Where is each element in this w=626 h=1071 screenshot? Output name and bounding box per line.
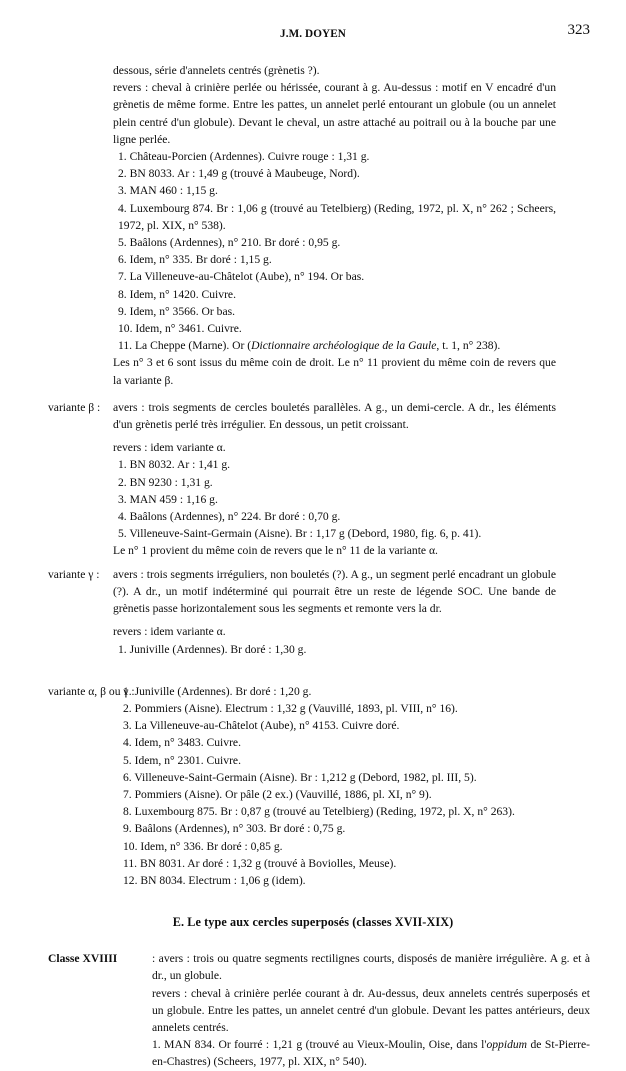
list-item: 3. La Villeneuve-au-Châtelot (Aube), n° 4153. Cuivre doré. [123,719,400,733]
list-item: 1. Juniville (Ardennes). Br doré : 1,20 g. [123,684,312,698]
variante-beta-entries [113,456,556,542]
variante-gamma-label: variante γ : [48,567,100,581]
list-item: 2. Pommiers (Aisne). Electrum : 1,32 g (Vauvillé, 1893, pl. VIII, n° 16). [123,701,458,715]
entry-suffix: , t. 1, n° 238). [436,339,501,353]
variante-gamma-avers: avers : trois segments irréguliers, non bouletés (?). A g., un segment perlé encadrant un globule (?). A dr., un motif indéterminé qui pourrait être un reste de légende SOC. Une bande de grènetis passe horizontalement sous les segments et remonte vers la dr. [113,567,556,616]
classe-revers: revers : cheval à crinière perlée courant à dr. Au-dessus, deux annelets centrés superposés et un globule. Entre les pattes, un annelet centré d'un globule. Devant les pattes antérieurs, deux annelets centrés. [152,986,590,1034]
variante-abg-entries [113,683,556,889]
variante-gamma-revers: revers : idem variante α. [113,625,226,639]
list-item: 3. MAN 459 : 1,16 g. [118,492,218,506]
list-item: 7. Pommiers (Aisne). Or pâle (2 ex.) (Vauvillé, 1886, pl. XI, n° 9). [123,787,432,801]
list-item: 12. BN 8034. Electrum : 1,06 g (idem). [123,873,306,887]
classe-text [152,950,590,1070]
classe-avers: : avers : trois ou quatre segments rectilignes courts, disposés de manière irrégulière. A g. et à dr., un globule. [152,952,590,983]
list-item: 2. BN 9230 : 1,31 g. [118,475,213,489]
list-item: 9. Idem, n° 3566. Or bas. [118,304,236,318]
list-item: 4. Idem, n° 3483. Cuivre. [123,736,241,750]
list-item [118,337,556,354]
entry-prefix: 11. La Cheppe (Marne). Or ( [118,339,252,353]
list-item: 2. BN 8033. Ar : 1,49 g (trouvé à Maubeuge, Nord). [118,167,360,181]
list-item: 9. Baâlons (Ardennes), n° 303. Br doré : 0,75 g. [123,822,346,836]
list-item: 6. Villeneuve-Saint-Germain (Aisne). Br : 1,212 g (Debord, 1982, pl. III, 5). [123,770,477,784]
list-item: 4. Baâlons (Ardennes), n° 224. Br doré : 0,70 g. [118,510,341,524]
list-item: 11. BN 8031. Ar doré : 1,32 g (trouvé à Boviolles, Meuse). [123,856,397,870]
variante-beta-revers: revers : idem variante α. [113,441,226,455]
variante-abg-block [0,683,626,889]
variante-gamma-block [0,566,626,658]
variante-beta-note: Le n° 1 provient du même coin de revers que le n° 11 de la variante α. [113,544,438,558]
list-item: 3. MAN 460 : 1,15 g. [118,184,218,198]
entry-italic-word: oppidum [486,1038,528,1052]
intro-block [0,62,626,148]
entry-prefix: 1. MAN 834. Or fourré : 1,21 g (trouvé au Vieux-Moulin, Oise, dans l' [152,1038,487,1052]
entry-suffix: de St-Pierre-en-Chastres) (Scheers, 1977, pl. XIX, n° 540). [152,1038,590,1069]
list-item: 5. Idem, n° 2301. Cuivre. [123,753,241,767]
intro-line: dessous, série d'annelets centrés (grènetis ?). [113,64,320,77]
intro-revers: revers : cheval à crinière perlée ou hérissée, courant à g. Au-dessus : motif en V encadré d'un grènetis de même forme. Entre les pattes, un annelet perlé entourant un globule (ou un annelet plein centré d'un globule). Devant le cheval, un astre attaché au poitrail ou à la bouche par une ligne perlée. [113,81,556,146]
variante-beta-label: variante β : [48,400,101,414]
list-item: 5. Baâlons (Ardennes), n° 210. Br doré : 0,95 g. [118,236,341,250]
list-item: 8. Luxembourg 875. Br : 0,87 g (trouvé au Tetelbierg) (Reding, 1972, pl. X, n° 263). [123,805,515,819]
section-heading-block [0,915,626,930]
variante-beta-avers: avers : trois segments de cercles bouletés parallèles. A g., un demi-cercle. A dr., les éléments d'un grènetis perlé très irrégulier. En dessous, un petit croissant. [113,400,556,432]
list-item: 10. Idem, n° 336. Br doré : 0,85 g. [123,839,283,853]
list-item: 8. Idem, n° 1420. Cuivre. [118,287,236,301]
list-item: 10. Idem, n° 3461. Cuivre. [118,322,242,336]
list-item [152,1036,590,1070]
variante-gamma-entries [113,641,556,658]
list-item: 4. Luxembourg 874. Br : 1,06 g (trouvé au Tetelbierg) (Reding, 1972, pl. X, n° 262 ; Scheers, 1972, pl. XIX, n° 538). [118,201,556,232]
variante-alpha-entries [113,148,556,354]
page-number: 323 [567,22,590,38]
running-head-title: J.M. DOYEN [280,28,346,40]
classe-lemma: Classe XVIIII [48,952,118,966]
classe-entries [152,1036,590,1070]
classe-block [0,950,626,1070]
running-head [0,22,626,48]
list-item: 1. Château-Porcien (Ardennes). Cuivre rouge : 1,31 g. [118,150,370,164]
entry-italic-title: Dictionnaire archéologique de la Gaule [251,339,437,353]
list-item: 1. BN 8032. Ar : 1,41 g. [118,458,231,472]
list-item: 1. Juniville (Ardennes). Br doré : 1,30 g. [118,642,307,656]
variante-alpha-entries-block [0,148,626,389]
variante-beta-block [0,399,626,560]
variante-abg-label: variante α, β ou γ : [48,684,135,698]
list-item: 5. Villeneuve-Saint-Germain (Aisne). Br : 1,17 g (Debord, 1980, fig. 6, p. 41). [118,527,482,541]
variante-alpha-note: Les n° 3 et 6 sont issus du même coin de droit. Le n° 11 provient du même coin de revers que la variante β. [113,356,556,387]
list-item: 7. La Villeneuve-au-Châtelot (Aube), n° 194. Or bas. [118,270,365,284]
section-heading: E. Le type aux cercles superposés (classes XVII-XIX) [172,915,454,930]
page-body [0,62,626,1071]
list-item: 6. Idem, n° 335. Br doré : 1,15 g. [118,253,272,267]
